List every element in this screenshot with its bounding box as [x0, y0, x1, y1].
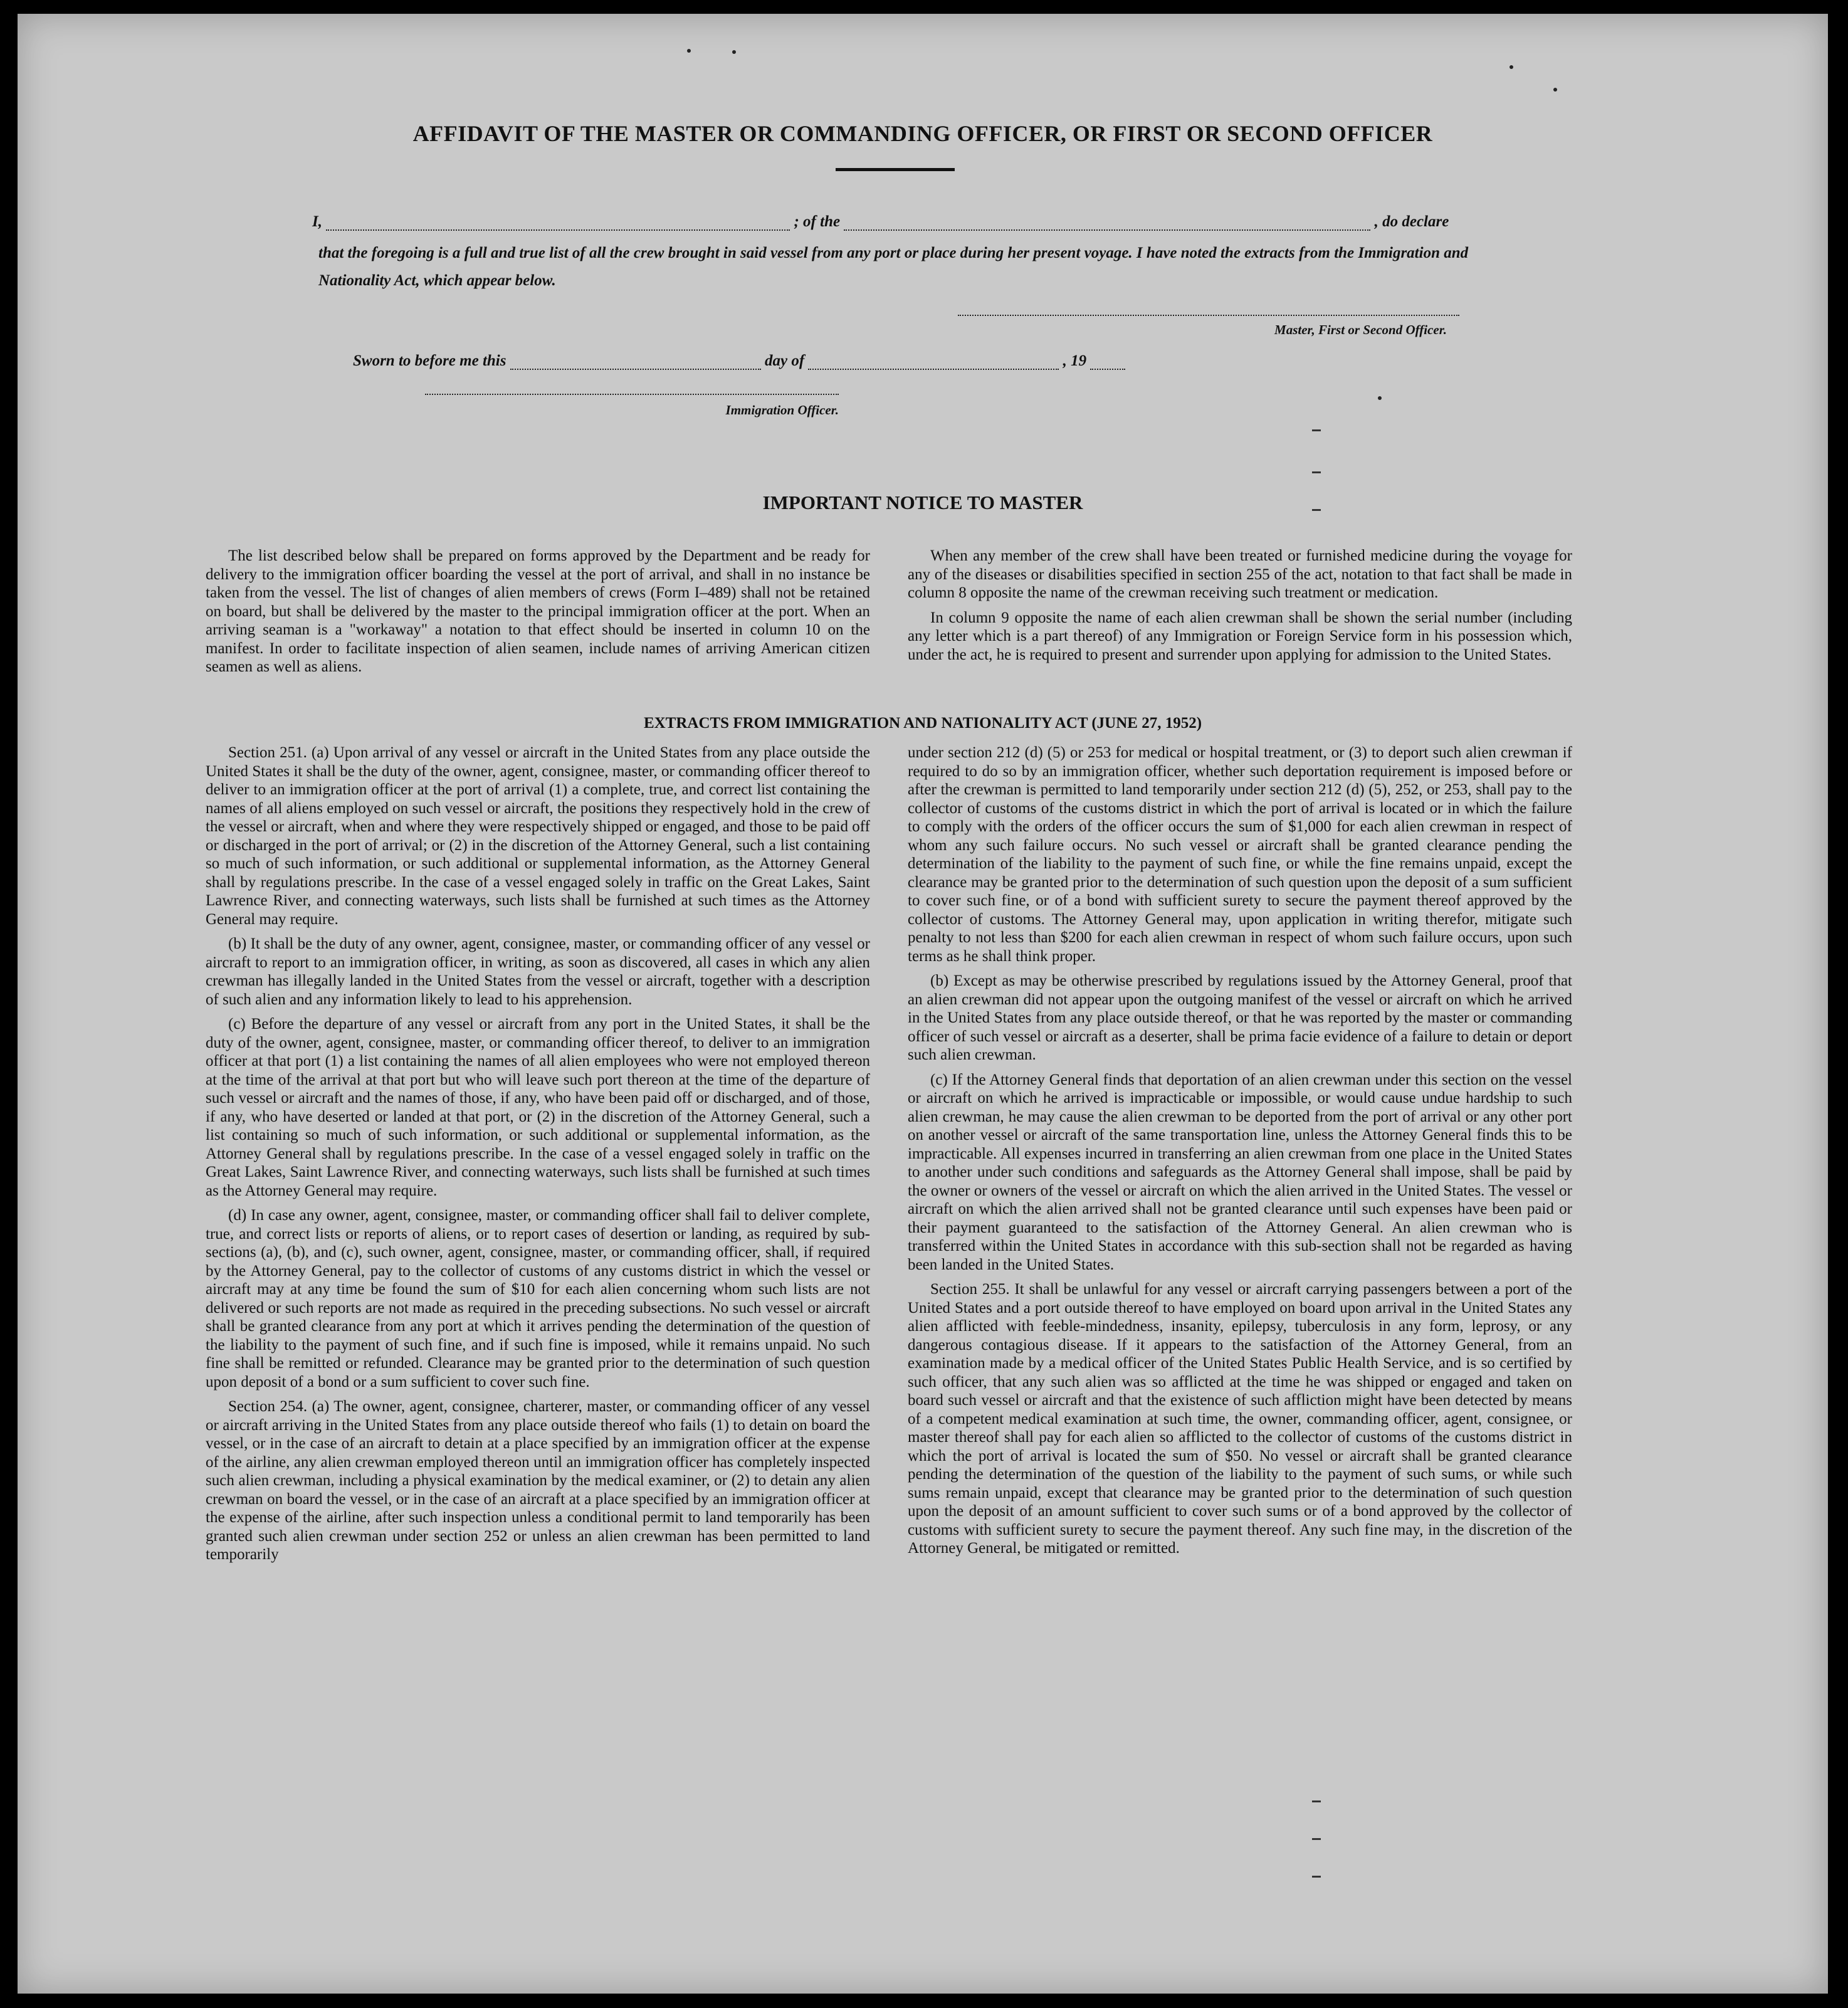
extract-paragraph: (b) It shall be the duty of any owner, agent, consignee, master, or commanding officer of any vessel or aircraft to report to an immigration officer, in writing, as soon as discovered, all cases in which any alien crewman has illegally landed in the United States from the vessel or aircraft, together with a description of such alien and any information likely to lead to his apprehension.	[206, 935, 870, 1008]
notice-paragraph: When any member of the crew shall have been treated or furnished medicine during the voyage for any of the diseases or disabilities specified in section 255 of the act, notation to that fact shall be made in column 8 opposite the name of the crewman receiving such treatment or medication.	[908, 547, 1572, 601]
extract-paragraph: Section 251. (a) Upon arrival of any vessel or aircraft in the United States from any place outside the United States it shall be the duty of the owner, agent, consignee, master, or commanding officer thereof to deliver to an immigration officer at the port of arrival (1) a complete, true, and correct list containing the names of all aliens employed on such vessel or aircraft, the positions they respectively hold in the crew of the vessel or aircraft, when and where they were respectively shipped or engaged, and those to be paid off or discharged in the port of arrival; or (2) in the discretion of the Attorney General, such a list containing so much of such information, or such additional or supplemental information, as the Attorney General shall by regulations prescribe. In the case of a vessel engaged solely in traffic on the Great Lakes, Saint Lawrence River, and connecting waterways, such lists shall be furnished at such times as the Attorney General may require.	[206, 744, 870, 928]
i-label: I,	[312, 213, 322, 230]
bleed-through-mark	[1312, 509, 1321, 511]
vessel-blank[interactable]	[844, 217, 1370, 231]
extract-paragraph: (b) Except as may be otherwise prescribed by regulations issued by the Attorney General, proof that an alien crewman did not appear upon the outgoing manifest of the vessel or aircraft on which he arrived in the United States from any place outside thereof, or that he was reported by the master or commanding officer of such vessel or aircraft as a deserter, shall be prima facie evidence of a failure to detain or deport such alien crewman.	[908, 972, 1572, 1063]
affidavit-title: AFFIDAVIT OF THE MASTER OR COMMANDING OFFICER, OR FIRST OR SECOND OFFICER	[412, 121, 1433, 146]
document-page	[18, 14, 1828, 1994]
do-declare-label: , do declare	[1374, 213, 1449, 230]
scan-speck	[687, 49, 691, 53]
extract-paragraph: (d) In case any owner, agent, consignee, master, or commanding officer shall fail to deliver complete, true, and correct lists or reports of aliens, or to report cases of desertion or landing, as required by sub-sections (a), (b), and (c), such owner, agent, consignee, master, or commanding officer, shall, if required by the Attorney General, pay to the collector of customs of any customs district in which the vessel or aircraft may at any time be found the sum of $10 for each alien concerning whom such lists are not delivered or such reports are not made as required in the preceding subsections. No such vessel or aircraft shall be granted clearance from any port at which it arrives pending the determination of the question of the liability to the payment of such fine, and if such fine is imposed, while it remains unpaid. No such fine shall be remitted or refunded. Clearance may be granted prior to the determination of such question upon deposit of a bond or a sum sufficient to cover such fine.	[206, 1207, 870, 1390]
day-blank[interactable]	[510, 356, 761, 370]
notice-left-column	[206, 547, 870, 683]
officer-signature-label: Immigration Officer.	[725, 402, 839, 418]
year-label: , 19	[1063, 352, 1087, 369]
scan-speck	[1378, 396, 1382, 400]
title-divider	[836, 168, 955, 171]
extract-paragraph: Section 255. It shall be unlawful for any vessel or aircraft carrying passengers between a port of the United States and a port outside thereof to have employed on board upon arrival in the United States any alien afflicted with feeble-mindedness, insanity, epilepsy, tuberculosis in any form, leprosy, or any dangerous contagious disease. If it appears to the satisfaction of the Attorney General, from an examination made by a medical officer of the United States Public Health Service, and is so certified by such officer, that any such alien was so afflicted at the time he was shipped or engaged and taken on board such vessel or aircraft and that the existence of such affliction might have been detected by means of a competent medical examination at such time, the owner, commanding officer, agent, consignee, or master thereof shall pay for each alien so afflicted to the collector of customs of the customs district in which the port of arrival is located the sum of $50. No vessel or aircraft shall be granted clearance pending the determination of the question of the liability to the payment of such sums, or while such sums remain unpaid, except that clearance may be granted prior to the determination of such question upon the deposit of an amount sufficient to cover such sums or of a bond approved by the collector of customs with sufficient surety to secure the payment thereof. Any such fine may, in the discretion of the Attorney General, be mitigated or remitted.	[908, 1281, 1572, 1557]
notice-paragraph: The list described below shall be prepared on forms approved by the Department and be ready for delivery to the immigration officer boarding the vessel at the port of arrival, and shall in no instance be taken from the vessel. The list of changes of alien members of crews (Form I–489) shall not be retained on board, but shall be delivered by the master to the principal immigration officer at the port. When an arriving seaman is a "workaway" a notation to that effect should be inserted in column 10 on the manifest. In order to facilitate inspection of alien seamen, include names of arriving American citizen seamen as well as aliens.	[206, 547, 870, 675]
bleed-through-mark	[1312, 1838, 1321, 1840]
notice-right-column	[908, 547, 1572, 670]
scan-speck	[1553, 88, 1557, 92]
bleed-through-mark	[1312, 471, 1321, 473]
notice-title: IMPORTANT NOTICE TO MASTER	[762, 491, 1083, 513]
extracts-left-column	[206, 744, 870, 1570]
extract-paragraph: (c) If the Attorney General finds that deportation of an alien crewman under this section on the vessel or aircraft on which he arrived is impracticable or impossible, or would cause undue hardship to such alien crewman, he may cause the alien crewman to be deported from the port of arrival or any other port on another vessel or aircraft of the same transportation line, unless the Attorney General finds this to be impracticable. All expenses incurred in transferring an alien crewman from one place in the United States to another under such conditions and safeguards as the Attorney General shall impose, shall be paid by the owner or owners of the vessel or aircraft on which the alien arrived in the United States. The vessel or aircraft on which the alien arrived shall not be granted clearance until such expenses have been paid or their payment guaranteed to the satisfaction of the Attorney General. An alien crewman who is transferred within the United States in accordance with this sub-section shall not be regarded as having been landed in the United States.	[908, 1071, 1572, 1273]
of-the-label: ; of the	[794, 213, 841, 230]
name-blank[interactable]	[326, 217, 790, 231]
sworn-line	[353, 352, 1231, 370]
scan-speck	[1509, 65, 1513, 69]
bleed-through-mark	[1312, 429, 1321, 431]
extract-paragraph: (c) Before the departure of any vessel or aircraft from any port in the United States, it shall be the duty of the owner, agent, consignee, master, or commanding officer thereof, to deliver to an immigration officer at that port (1) a list containing the names of all alien employees who were not employed thereon at the time of the arrival at that port but who will leave such port thereon at the time of the departure of such vessel or aircraft and the names of those, if any, who have been paid off or discharged, and of those, if any, who have deserted or landed at that port, or (2) in the discretion of the Attorney General, such a list containing so much of such information, or such additional or supplemental information, as the Attorney General shall by regulations prescribe. In the case of a vessel engaged solely in traffic on the Great Lakes, Saint Lawrence River, and connecting waterways, such lists shall be furnished at such times as the Attorney General may require.	[206, 1016, 870, 1199]
extracts-right-column	[908, 744, 1572, 1564]
extract-paragraph: Section 254. (a) The owner, agent, consignee, charterer, master, or commanding officer of any vessel or aircraft arriving in the United States from any place outside thereof who fails (1) to detain on board the vessel, or in the case of an aircraft to detain at a place specified by an immigration officer at the expense of the airline, any alien crewman employed thereon until an immigration officer has completely inspected such alien crewman, including a physical examination by the medical examiner, or (2) to detain any alien crewman on board the vessel, or in the case of an aircraft at a place specified by an immigration officer at the expense of the airline, after such inspection unless a conditional permit to land temporarily has been granted such alien crewman under section 252 or unless an alien crewman has been permitted to land temporarily	[206, 1398, 870, 1563]
sworn-label: Sworn to before me this	[353, 352, 507, 369]
extract-paragraph: under section 212 (d) (5) or 253 for medical or hospital treatment, or (3) to deport such alien crewman if required to do so by an immigration officer, whether such deportation requirement is imposed before or after the crewman is permitted to land temporarily under section 212 (d) (5), 252, or 253, shall pay to the collector of customs of the customs district in which the port of arrival is located or in which the failure to comply with the orders of the officer occurs the sum of $1,000 for each alien crewman in respect of whom any such failure occurs. No such vessel or aircraft shall be granted clearance pending the determination of the liability to the payment of such fine, or while the fine remains unpaid, except the clearance may be granted prior to the determination of such question upon the deposit of a sum sufficient to cover such fine, or of a bond with sufficient surety to secure the payment thereof approved by the collector of customs. The Attorney General may, upon application in writing therefor, mitigate such penalty to not less than $200 for each alien crewman in respect of whom such failure occurs, upon such terms as he shall think proper.	[908, 744, 1572, 965]
year-blank[interactable]	[1090, 356, 1125, 370]
declaration-text: that the foregoing is a full and true list of all the crew brought in said vessel from any port or place during her present voyage. I have noted the extracts from the Immigration and Nationality Act, which appear below.	[318, 244, 1469, 289]
officer-signature-line[interactable]	[425, 394, 839, 395]
month-blank[interactable]	[808, 356, 1059, 370]
extracts-title: EXTRACTS FROM IMMIGRATION AND NATIONALITY ACT (JUNE 27, 1952)	[643, 715, 1202, 732]
scan-speck	[732, 50, 736, 54]
declaration-fill-line	[312, 213, 1484, 231]
master-signature-line[interactable]	[958, 315, 1459, 316]
bleed-through-mark	[1312, 1876, 1321, 1878]
day-of-label: day of	[764, 352, 805, 369]
bleed-through-mark	[1312, 1800, 1321, 1802]
notice-paragraph: In column 9 opposite the name of each alien crewman shall be shown the serial number (including any letter which is a part thereof) of any Immigration or Foreign Service form in his possession which, under the act, he is required to present and surrender upon applying for admission to the United States.	[908, 609, 1572, 663]
master-signature-label: Master, First or Second Officer.	[1274, 322, 1447, 337]
